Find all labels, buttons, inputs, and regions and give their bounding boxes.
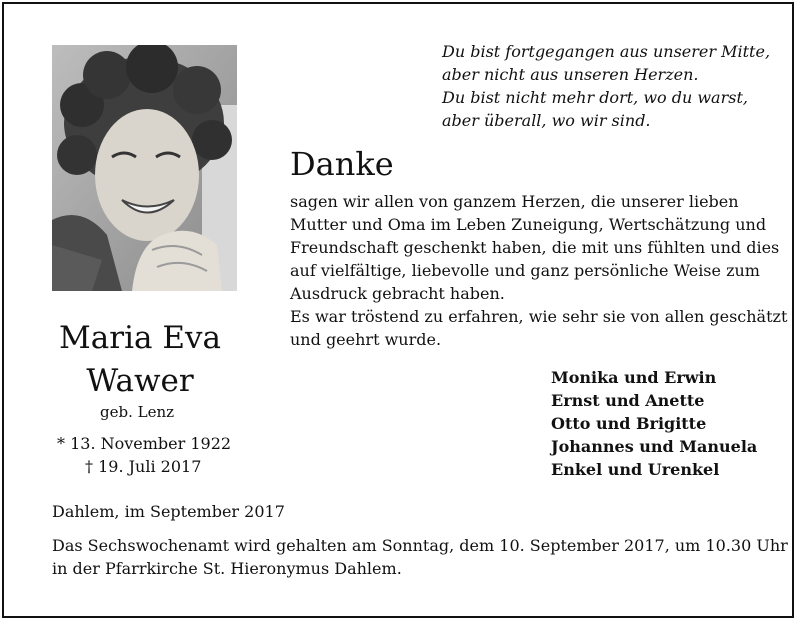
notice-line: in der Pfarrkirche St. Hieronymus Dahlem. xyxy=(52,559,402,578)
notice-line: Das Sechswochenamt wird gehalten am Sonntag, dem 10. September 2017, um 10.30 Uhr xyxy=(52,536,788,555)
thanks-line: und geehrt wurde. xyxy=(290,330,442,349)
family-line: Monika und Erwin xyxy=(551,368,717,387)
portrait-image xyxy=(52,45,237,291)
maiden-name: geb. Lenz xyxy=(100,403,175,421)
family-line: Enkel und Urenkel xyxy=(551,460,720,479)
poem-line: Du bist nicht mehr dort, wo du warst, xyxy=(442,88,748,107)
portrait-photo xyxy=(52,45,237,291)
death-date: † 19. Juli 2017 xyxy=(85,457,202,476)
deceased-first-name: Maria Eva xyxy=(59,320,221,356)
family-line: Johannes und Manuela xyxy=(551,437,758,456)
thanks-text xyxy=(290,190,788,351)
deceased-last-name: Wawer xyxy=(86,363,194,399)
family-line: Otto und Brigitte xyxy=(551,414,707,433)
thanks-line: auf vielfältige, liebevolle und ganz persönliche Weise zum xyxy=(290,261,760,280)
family-signatures xyxy=(551,366,757,481)
poem-line: aber überall, wo wir sind. xyxy=(442,111,651,130)
poem-line: aber nicht aus unseren Herzen. xyxy=(442,65,699,84)
thanks-line: Freundschaft geschenkt haben, die mit uns fühlten und dies xyxy=(290,238,780,257)
mass-notice xyxy=(52,534,788,580)
birth-date: * 13. November 1922 xyxy=(57,434,232,453)
family-line: Ernst und Anette xyxy=(551,391,705,410)
thanks-line: Ausdruck gebracht haben. xyxy=(290,284,505,303)
poem-line: Du bist fortgegangen aus unserer Mitte, xyxy=(442,42,771,61)
place-date: Dahlem, im September 2017 xyxy=(52,502,285,521)
heading-danke: Danke xyxy=(290,145,394,183)
thanks-line: Es war tröstend zu erfahren, wie sehr sie von allen geschätzt xyxy=(290,307,788,326)
thanks-line: sagen wir allen von ganzem Herzen, die unserer lieben xyxy=(290,192,739,211)
thanks-line: Mutter und Oma im Leben Zuneigung, Wertschätzung und xyxy=(290,215,767,234)
poem xyxy=(442,40,792,132)
